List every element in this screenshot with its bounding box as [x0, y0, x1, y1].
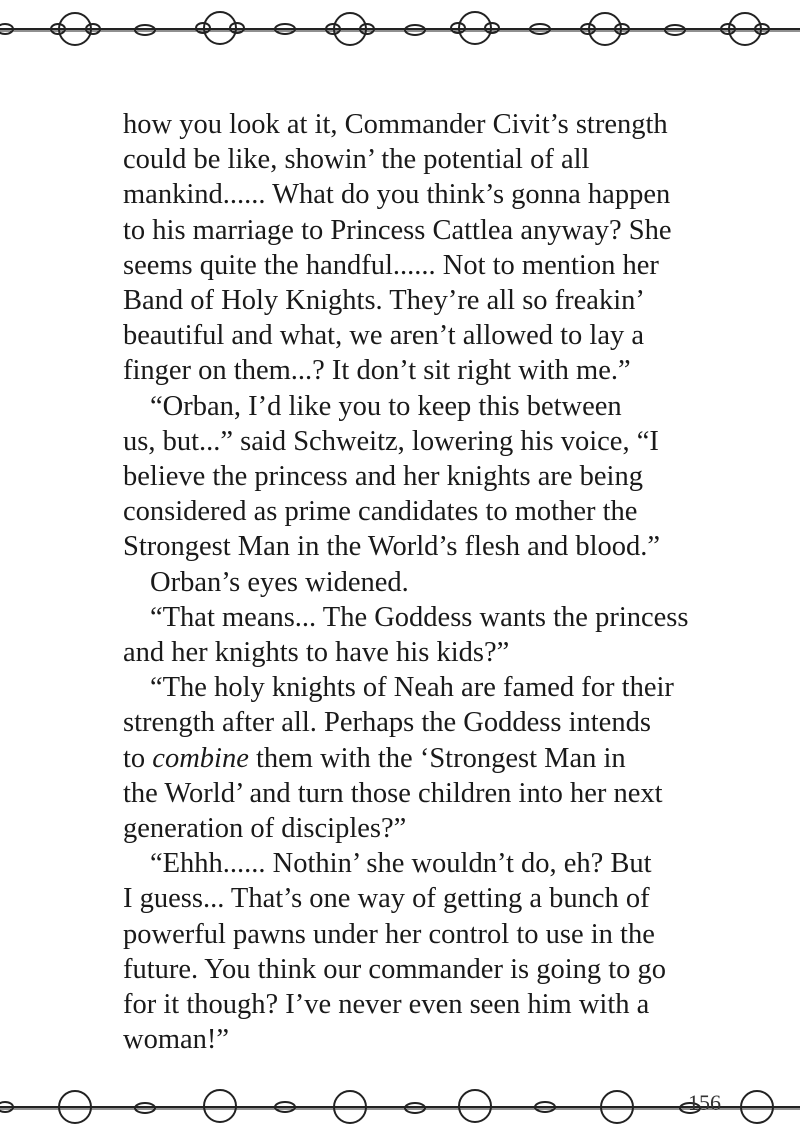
text-line: the World’ and turn those children into her next	[123, 777, 663, 809]
text-line: Orban’s eyes widened.	[150, 566, 409, 598]
text-line: beautiful and what, we aren’t allowed to lay a	[123, 320, 644, 352]
text-line: could be like, showin’ the potential of all	[123, 144, 590, 176]
text-line: generation of disciples?”	[123, 813, 407, 845]
text-line: “Ehhh...... Nothin’ she wouldn’t do, eh? But	[150, 848, 652, 880]
text-line: powerful pawns under her control to use in the	[123, 918, 655, 950]
text-line	[123, 741, 713, 776]
text-line: woman!”	[123, 1024, 230, 1056]
text-line: strength after all. Perhaps the Goddess intends	[123, 707, 651, 739]
top-chain-border-icon	[0, 0, 800, 60]
text-line: and her knights to have his kids?”	[123, 637, 510, 669]
text-segment: to	[123, 742, 153, 774]
text-line: considered as prime candidates to mother the	[123, 496, 638, 528]
text-line: us, but...” said Schweitz, lowering his voice, “I	[123, 425, 659, 457]
text-line: finger on them...? It don’t sit right with me.”	[123, 355, 631, 387]
text-line: mankind...... What do you think’s gonna happen	[123, 179, 671, 211]
text-line: seems quite the handful...... Not to mention her	[123, 249, 659, 281]
text-line: Band of Holy Knights. They’re all so freakin’	[123, 285, 645, 317]
page-number: 156	[688, 1090, 721, 1115]
text-line: Strongest Man in the World’s flesh and blood.”	[123, 531, 661, 563]
text-segment: them with the ‘Strongest Man in	[248, 742, 626, 774]
text-line: for it though? I’ve never even seen him with a	[123, 989, 650, 1021]
text-line: “Orban, I’d like you to keep this between	[150, 390, 622, 422]
text-line: to his marriage to Princess Cattlea anyway? She	[123, 214, 672, 246]
bottom-chain-border-icon	[0, 1079, 800, 1139]
text-line: “That means... The Goddess wants the princess	[150, 601, 689, 633]
italic-emphasis: combine	[152, 742, 249, 774]
text-line: believe the princess and her knights are being	[123, 461, 643, 493]
text-line: “The holy knights of Neah are famed for their	[150, 672, 674, 704]
text-line: I guess... That’s one way of getting a bunch of	[123, 883, 650, 915]
text-line: future. You think our commander is going to go	[123, 953, 667, 985]
text-line: how you look at it, Commander Civit’s strength	[123, 109, 668, 140]
page-body-text	[123, 107, 713, 1057]
